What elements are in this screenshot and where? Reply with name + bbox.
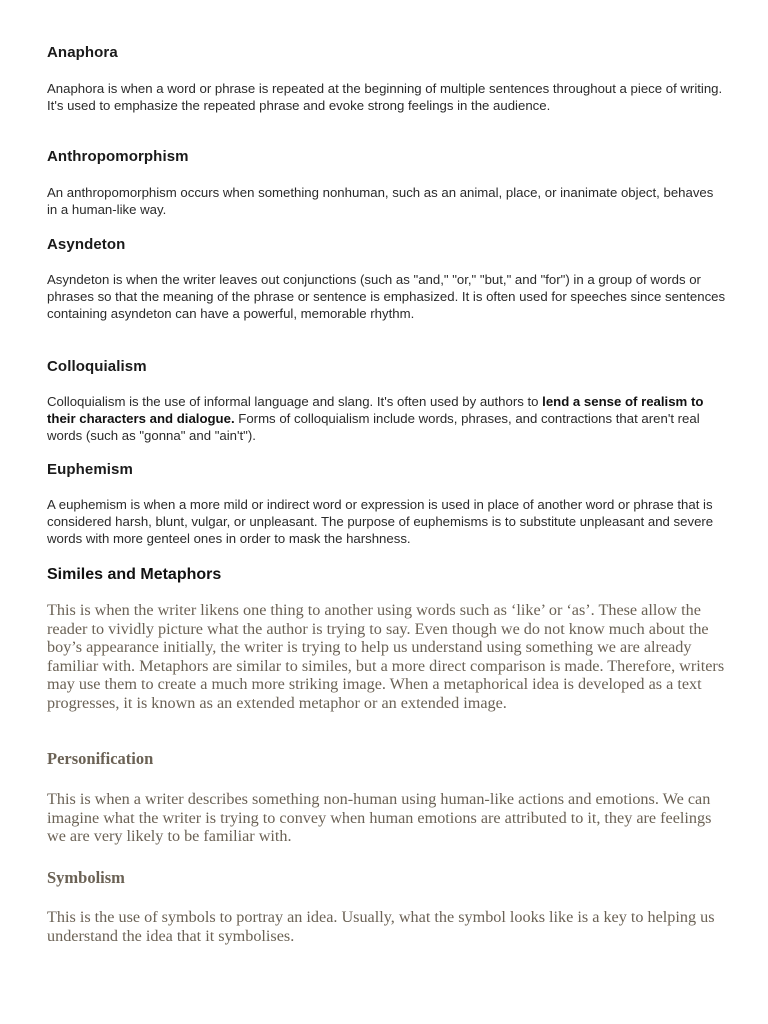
colloquialism-bold-phrase: lend a sense of realism to their characters and dialogue. <box>47 394 704 426</box>
paragraph-colloquialism <box>47 393 727 444</box>
heading-similes-metaphors: Similes and Metaphors <box>47 566 222 583</box>
paragraph-anthropomorphism: An anthropomorphism occurs when something nonhuman, such as an animal, place, or inanimate object, behaves in a human-like way. <box>47 185 714 217</box>
heading-colloquialism: Colloquialism <box>47 358 147 375</box>
colloquialism-text-end: Forms of colloquialism include words, phrases, and contractions that aren't real words (such as "gonna" and "ain't"). <box>47 411 700 443</box>
heading-personification: Personification <box>47 749 154 768</box>
paragraph-personification: This is when a writer describes something non-human using human-like actions and emotions. We can imagine what the writer is trying to convey when human emotions are attributed to it, they are feelings we are very likely to be familiar with. <box>47 790 712 846</box>
paragraph-asyndeton: Asyndeton is when the writer leaves out conjunctions (such as "and," "or," "but," and "for") in a group of words or phrases so that the meaning of the phrase or sentence is emphasized. It is often used for speeches since sentences containing asyndeton can have a powerful, memorable rhythm. <box>47 272 726 321</box>
heading-anthropomorphism: Anthropomorphism <box>47 148 189 165</box>
heading-asyndeton: Asyndeton <box>47 236 126 253</box>
colloquialism-text-start: Colloquialism is the use of informal language and slang. It's often used by authors to <box>47 394 543 409</box>
paragraph-symbolism: This is the use of symbols to portray an idea. Usually, what the symbol looks like is a key to helping us understand the idea that it symbolises. <box>47 908 715 945</box>
paragraph-anaphora: Anaphora is when a word or phrase is repeated at the beginning of multiple sentences throughout a piece of writing. It's used to emphasize the repeated phrase and evoke strong feelings in the audience. <box>47 81 723 113</box>
heading-symbolism: Symbolism <box>47 868 125 887</box>
heading-euphemism: Euphemism <box>47 461 133 478</box>
paragraph-similes-metaphors: This is when the writer likens one thing to another using words such as ‘like’ or ‘as’. These allow the reader to vividly picture what the author is trying to say. Even though we do not know much about the boy’s appearance initially, the writer is trying to help us understand using something we are already familiar with. Metaphors are similar to similes, but a more direct comparison is made. Therefore, writers may use them to create a much more striking image. When a metaphorical idea is developed as a text progresses, it is known as an extended metaphor or an extended image. <box>47 601 725 712</box>
paragraph-euphemism: A euphemism is when a more mild or indirect word or expression is used in place of another word or phrase that is considered harsh, blunt, vulgar, or unpleasant. The purpose of euphemisms is to substitute unpleasant and severe words with more genteel ones in order to mask the harshness. <box>47 497 714 546</box>
heading-anaphora: Anaphora <box>47 44 118 61</box>
